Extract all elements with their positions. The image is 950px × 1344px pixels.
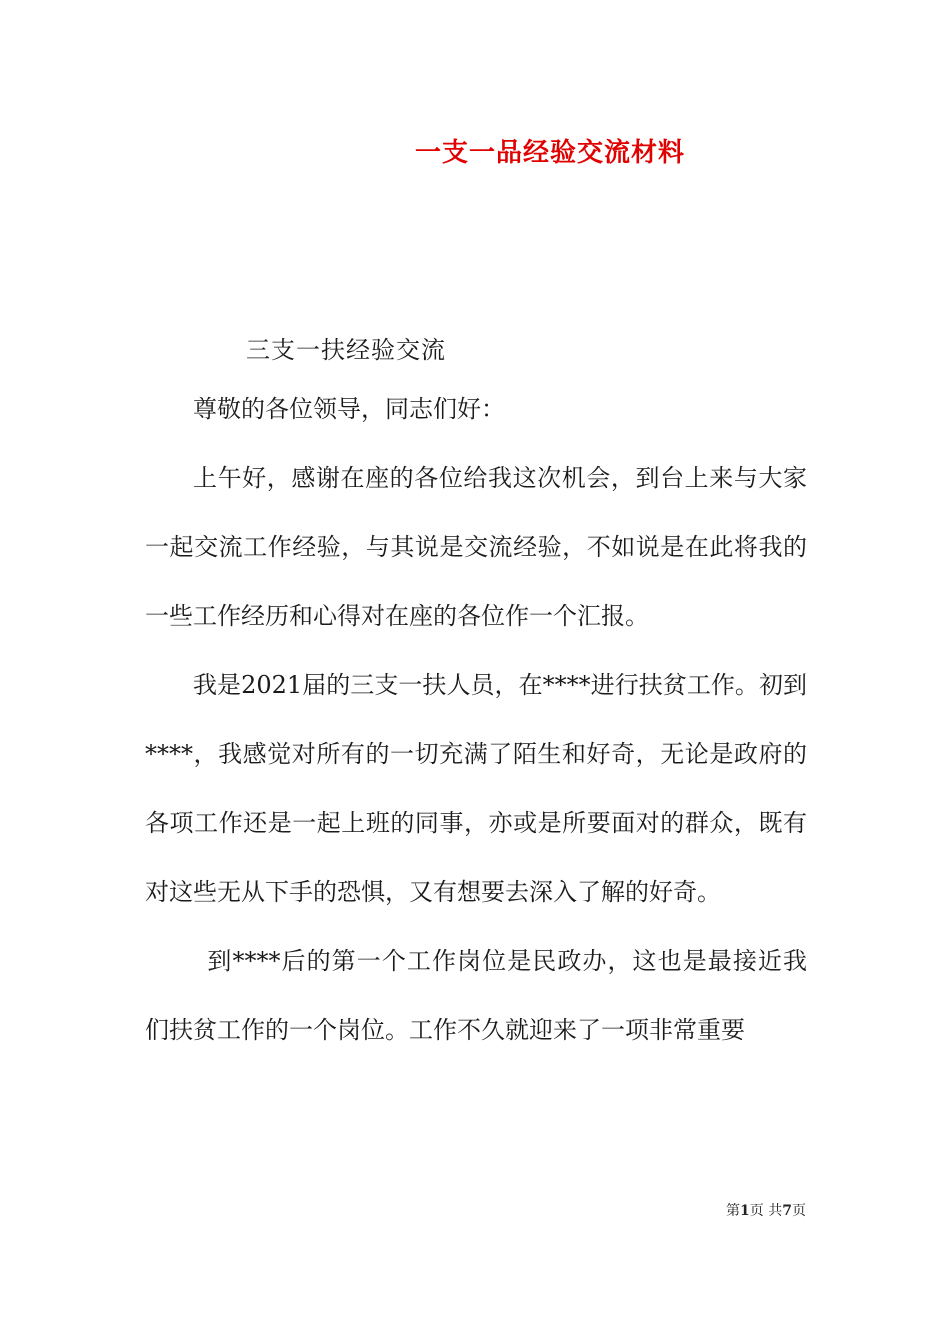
paragraph-first-post: 到****后的第一个工作岗位是民政办，这也是最接近我们扶贫工作的一个岗位。工作不久就迎来了一项非常重要: [145, 947, 807, 1044]
footer-suffix: 页: [792, 1203, 806, 1219]
document-subtitle: 三支一扶经验交流: [246, 336, 446, 364]
footer-middle: 页 共: [749, 1203, 783, 1219]
footer-total-pages: 7: [782, 1203, 792, 1219]
paragraph-background: 我是2021届的三支一扶人员，在****进行扶贫工作。初到****，我感觉对所有的一切充满了陌生和好奇，无论是政府的各项工作还是一起上班的同事，亦或是所要面对的群众，既有对这些无从下手的恐惧，又有想要去深入了解的好奇。: [145, 671, 807, 906]
paragraph-intro: 上午好，感谢在座的各位给我这次机会，到台上来与大家一起交流工作经验，与其说是交流经验，不如说是在此将我的一些工作经历和心得对在座的各位作一个汇报。: [145, 464, 807, 630]
paragraph-salutation: 尊敬的各位领导，同志们好：: [193, 395, 505, 423]
footer-page-number: 1: [740, 1203, 750, 1219]
page-footer: [726, 1200, 806, 1220]
footer-prefix: 第: [726, 1203, 741, 1219]
document-body: [145, 390, 807, 1065]
document-title: 一支一品经验交流材料: [414, 138, 685, 168]
